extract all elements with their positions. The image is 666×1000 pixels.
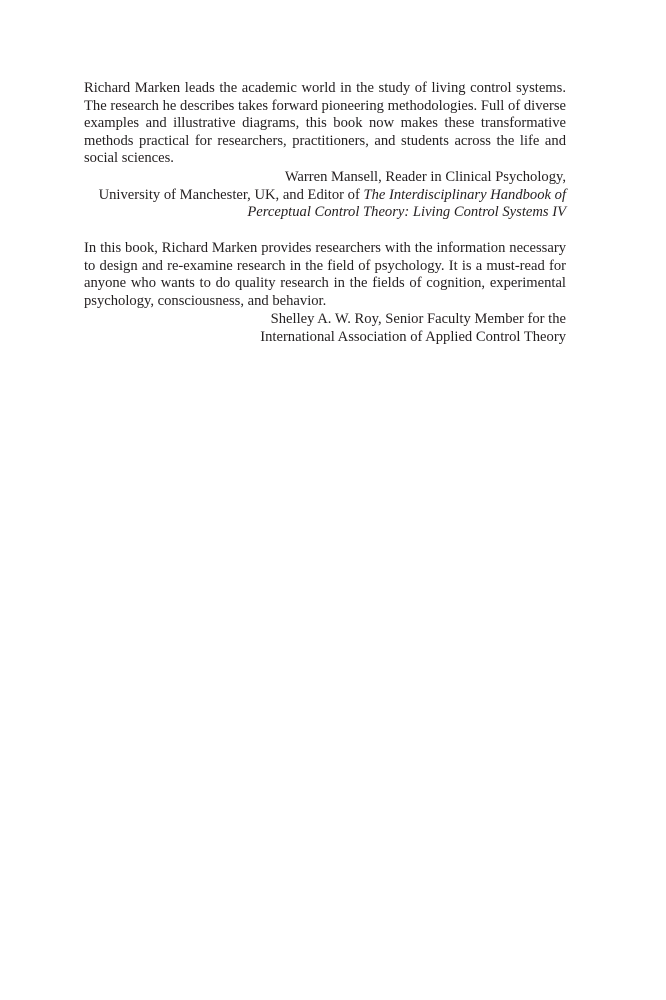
attribution-book-title: The Interdisciplinary Handbook of <box>363 186 566 203</box>
attribution-line: Shelley A. W. Roy, Senior Faculty Member for the <box>270 311 566 328</box>
attribution-line <box>84 187 566 205</box>
endorsement-attribution <box>84 169 566 222</box>
attribution-line: Warren Mansell, Reader in Clinical Psychology, <box>284 168 566 185</box>
endorsement-quote: In this book, Richard Marken provides researchers with the information necessary to design and re-examine research in the field of psychology. It is a must-read for anyone who wants to do quality research in the fields of cognition, experimental psychology, consciousness, and behavior. <box>84 240 566 309</box>
attribution-book-title-cont: Perceptual Control Theory: Living Control Systems IV <box>247 204 566 221</box>
attribution-affiliation: University of Manchester, UK, and Editor of <box>98 186 364 203</box>
attribution-line: International Association of Applied Control Theory <box>260 328 566 345</box>
endorsement-mansell <box>84 80 566 222</box>
endorsement-roy <box>84 240 566 347</box>
endorsement-attribution <box>84 311 566 346</box>
endorsement-quote: Richard Marken leads the academic world in the study of living control systems. The research he describes takes forward pioneering methodologies. Full of diverse examples and illustrative diagrams, this book now makes these transformative methods practical for researchers, practitioners, and students across the life and social sciences. <box>84 80 566 167</box>
